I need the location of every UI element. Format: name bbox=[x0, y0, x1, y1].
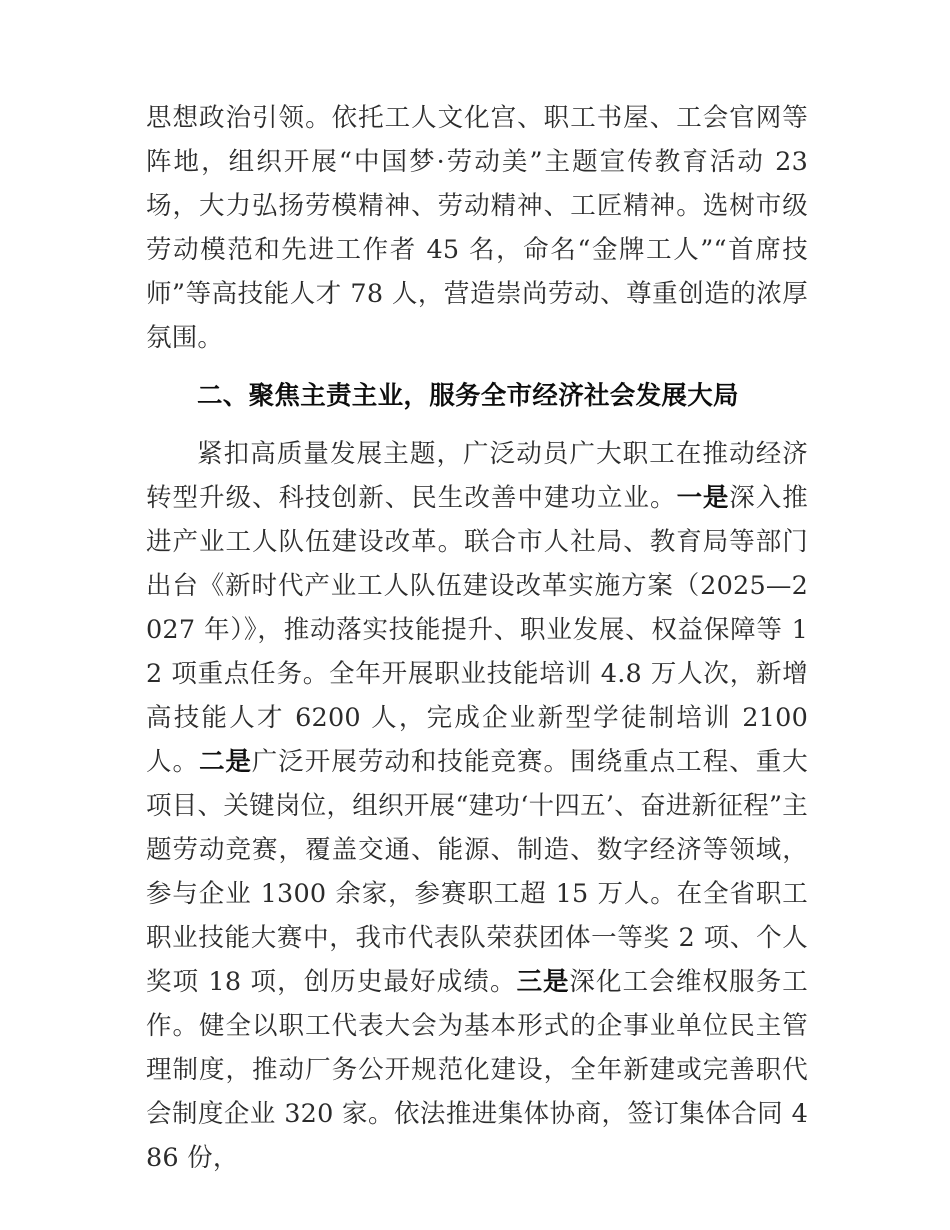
text-run: 广泛开展劳动和技能竞赛。围绕重点工程、重大项目、关键岗位，组织开展“建功‘十四五’、奋进新征程”主题劳动竞赛，覆盖交通、能源、制造、数字经济等领域，参与企业 1300 余家，参赛职工超 15 万人。在全省职工职业技能大赛中，我市代表队荣获团体一等奖 2 项、个人奖项 18 项，创历史最好成绩。 bbox=[146, 747, 808, 997]
emphasis-marker-second: 二是 bbox=[199, 747, 252, 777]
document-text-column bbox=[146, 96, 808, 1180]
text-run: 思想政治引领。依托工人文化宫、职工书屋、工会官网等阵地，组织开展“中国梦·劳动美”主题宣传教育活动 23 场，大力弘扬劳模精神、劳动精神、工匠精神。选树市级劳动模范和先进工作者 45 名，命名“金牌工人”“首席技师”等高技能人才 78 人，营造崇尚劳动、尊重创造的浓厚氛围。 bbox=[146, 103, 808, 353]
emphasis-marker-third: 三是 bbox=[516, 967, 570, 997]
text-run: 紧扣高质量发展主题，广泛动员广大职工在推动经济转型升级、科技创新、民生改善中建功立业。 bbox=[146, 439, 808, 513]
paragraph-continued-thought-political-guidance bbox=[146, 96, 808, 360]
section-heading-two: 二、聚焦主责主业，服务全市经济社会发展大局 bbox=[197, 381, 739, 411]
text-run: 深入推进产业工人队伍建设改革。联合市人社局、教育局等部门出台《新时代产业工人队伍建设改革实施方案（2025—2027 年）》，推动落实技能提升、职业发展、权益保障等 12 项重点任务。全年开展职业技能培训 4.8 万人次，新增高技能人才 6200 人，完成企业新型学徒制培训 2100 人。 bbox=[146, 483, 808, 777]
text-run: 深化工会维权服务工作。健全以职工代表大会为基本形式的企事业单位民主管理制度，推动厂务公开规范化建设，全年新建或完善职代会制度企业 320 家。依法推进集体协商，签订集体合同 486 份， bbox=[146, 967, 808, 1173]
emphasis-marker-first: 一是 bbox=[676, 483, 730, 513]
section-heading-block bbox=[146, 360, 808, 432]
paragraph-section-two-body bbox=[146, 432, 808, 1180]
